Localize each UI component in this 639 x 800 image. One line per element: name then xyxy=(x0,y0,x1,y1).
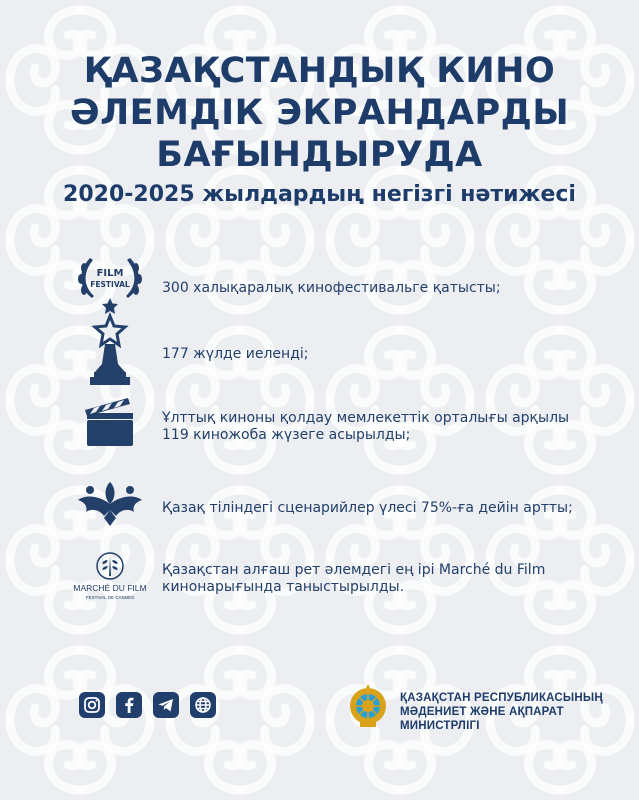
kazakhstan-emblem-icon xyxy=(348,684,388,728)
result-text xyxy=(162,280,501,297)
title-line-2: ӘЛЕМДІК ЭКРАНДАРДЫ xyxy=(69,93,570,133)
result-text xyxy=(162,410,569,444)
title-line-3: БАҒЫНДЫРУДА xyxy=(156,135,483,175)
marche-du-film-logo-icon xyxy=(70,548,150,628)
clapperboard-icon xyxy=(70,390,150,470)
instagram-icon[interactable] xyxy=(79,692,105,718)
ministry-line-2: МӘДЕНИЕТ ЖӘНЕ АҚПАРАТ МИНИСТРЛІГІ xyxy=(400,706,564,732)
title-line-1: ҚАЗАҚСТАНДЫҚ КИНО xyxy=(83,51,556,91)
icon-text-film: FILM xyxy=(96,268,124,279)
result-text-line-1: 177 жүлде иеленді; xyxy=(162,346,309,362)
star-trophy-icon xyxy=(70,312,150,392)
result-text-line-2: кинонарығында таныстырылды. xyxy=(162,579,405,595)
telegram-icon[interactable] xyxy=(153,692,179,718)
web-globe-icon[interactable] xyxy=(190,692,216,718)
result-item-awards xyxy=(70,312,610,392)
facebook-icon[interactable] xyxy=(116,692,142,718)
result-item-projects xyxy=(70,390,610,470)
result-text-line-2: 119 киножоба жүзеге асырылды; xyxy=(162,427,411,443)
result-item-marche-du-film xyxy=(70,548,610,628)
page-subtitle: 2020-2025 жылдардың негізгі нәтижесі xyxy=(63,182,576,207)
icon-text-cannes: FESTIVAL DE CANNES xyxy=(85,595,135,600)
result-text-line-1: Қазақ тіліндегі сценарийлер үлесі 75%-ға дейін артты; xyxy=(162,500,573,516)
result-text xyxy=(162,562,545,596)
ministry-name xyxy=(400,691,639,733)
result-text-line-1: Ұлттық киноны қолдау мемлекеттік орталығы арқылы xyxy=(162,410,570,426)
result-text xyxy=(162,346,308,363)
result-item-scripts xyxy=(70,466,610,546)
ministry-line-1: ҚАЗАҚСТАН РЕСПУБЛИКАСЫНЫҢ xyxy=(400,692,603,704)
kazakh-ornament-icon xyxy=(70,466,150,546)
page-title xyxy=(0,50,639,176)
icon-text-marche: MARCHÉ DU FILM xyxy=(73,583,147,593)
result-text-line-1: 300 халықаралық кинофестивальге қатысты; xyxy=(162,280,501,296)
result-text-line-1: Қазақстан алғаш рет әлемдегі ең ірі Marché du Film xyxy=(162,562,546,578)
icon-text-festival: FESTIVAL xyxy=(90,280,130,289)
result-text xyxy=(162,500,573,517)
